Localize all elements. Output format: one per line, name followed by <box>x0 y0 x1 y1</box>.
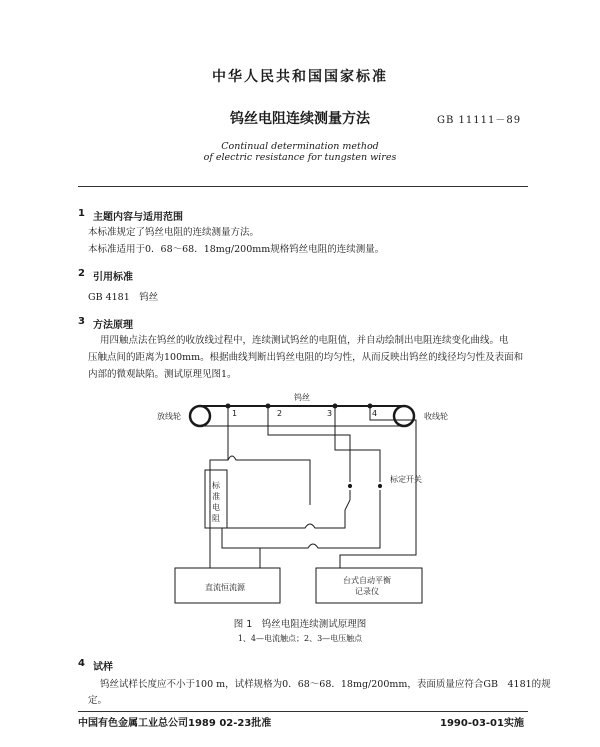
english-title-line-1: Continual determination method <box>221 141 379 152</box>
section-1-line-1: 本标准规定了钨丝电阻的连续测量方法。 <box>88 227 260 238</box>
section-2-text: GB 4181 钨丝 <box>88 292 159 303</box>
wire-hop-upper <box>210 456 310 505</box>
section-4-heading: 试样 <box>93 662 113 673</box>
section-3-heading: 方法原理 <box>93 320 133 331</box>
section-2-number: 2 <box>78 268 85 279</box>
section-4-number: 4 <box>78 658 85 669</box>
footer-rule <box>78 711 528 712</box>
section-4-line-1: 钨丝试样长度应不小于100 m，试样规格为0．68～68．18mg/200mm，表面质量应符合GB 4181的规 <box>100 679 551 690</box>
document-title: 钨丝电阻连续测量方法 <box>230 111 370 127</box>
resistor-label-4: 阻 <box>212 514 220 523</box>
point-2-label: 2 <box>277 409 283 418</box>
section-1-line-2: 本标准适用于0．68～68．18mg/200mm规格钨丝电阻的连续测量。 <box>88 244 385 255</box>
section-3-number: 3 <box>78 316 85 327</box>
left-reel-icon <box>190 406 210 426</box>
right-reel-icon <box>394 406 414 426</box>
resistor-label-3: 电 <box>212 503 220 512</box>
figure-note: 1、4—电流触点；2、3—电压触点 <box>237 634 363 643</box>
effective-date: 1990-03-01实施 <box>440 718 524 729</box>
recorder-box <box>316 568 422 603</box>
wire-lower-loop <box>222 510 380 548</box>
resistor-label-2: 准 <box>212 492 220 501</box>
section-1-number: 1 <box>78 208 85 219</box>
left-reel-label: 放线轮 <box>157 412 181 421</box>
wire-label: 钨丝 <box>294 393 310 402</box>
standard-code: GB 11111－89 <box>437 115 522 126</box>
point-3-label: 3 <box>327 409 333 418</box>
point-4-label: 4 <box>372 409 378 418</box>
standard-header: 中华人民共和国国家标准 <box>212 69 388 85</box>
wire-resistor-to-switch <box>227 510 345 528</box>
section-3-line-1: 用四触点法在钨丝的收放线过程中，连续测试钨丝的电阻值，并自动绘制出电阻连续变化曲线。电 <box>100 335 509 346</box>
right-reel-label: 收线轮 <box>424 412 448 421</box>
dc-source-label: 直流恒流源 <box>205 583 245 592</box>
figure-caption: 图 1 钨丝电阻连续测试原理图 <box>233 619 367 630</box>
resistor-label-1: 标 <box>212 481 220 490</box>
section-3-line-2: 压触点间的距离为100mm。根据曲线判断出钨丝电阻的均匀性，从而反映出钨丝的线径均匀性及表面和 <box>88 352 524 363</box>
section-1-heading: 主题内容与适用范围 <box>93 212 183 223</box>
approval-date: 中国有色金属工业总公司1989 02-23批准 <box>78 718 272 729</box>
section-3-line-3: 内部的微观缺陷。测试原理见图1。 <box>88 369 237 380</box>
english-title-line-2: of electric resistance for tungsten wires <box>203 152 397 163</box>
section-4-line-2: 定。 <box>88 695 108 706</box>
section-2-heading: 引用标准 <box>93 272 133 283</box>
point-1-label: 1 <box>232 409 238 418</box>
switch-label: 标定开关 <box>390 475 422 484</box>
recorder-label-1: 台式自动平衡 <box>343 576 391 585</box>
recorder-label-2: 记录仪 <box>355 587 379 596</box>
